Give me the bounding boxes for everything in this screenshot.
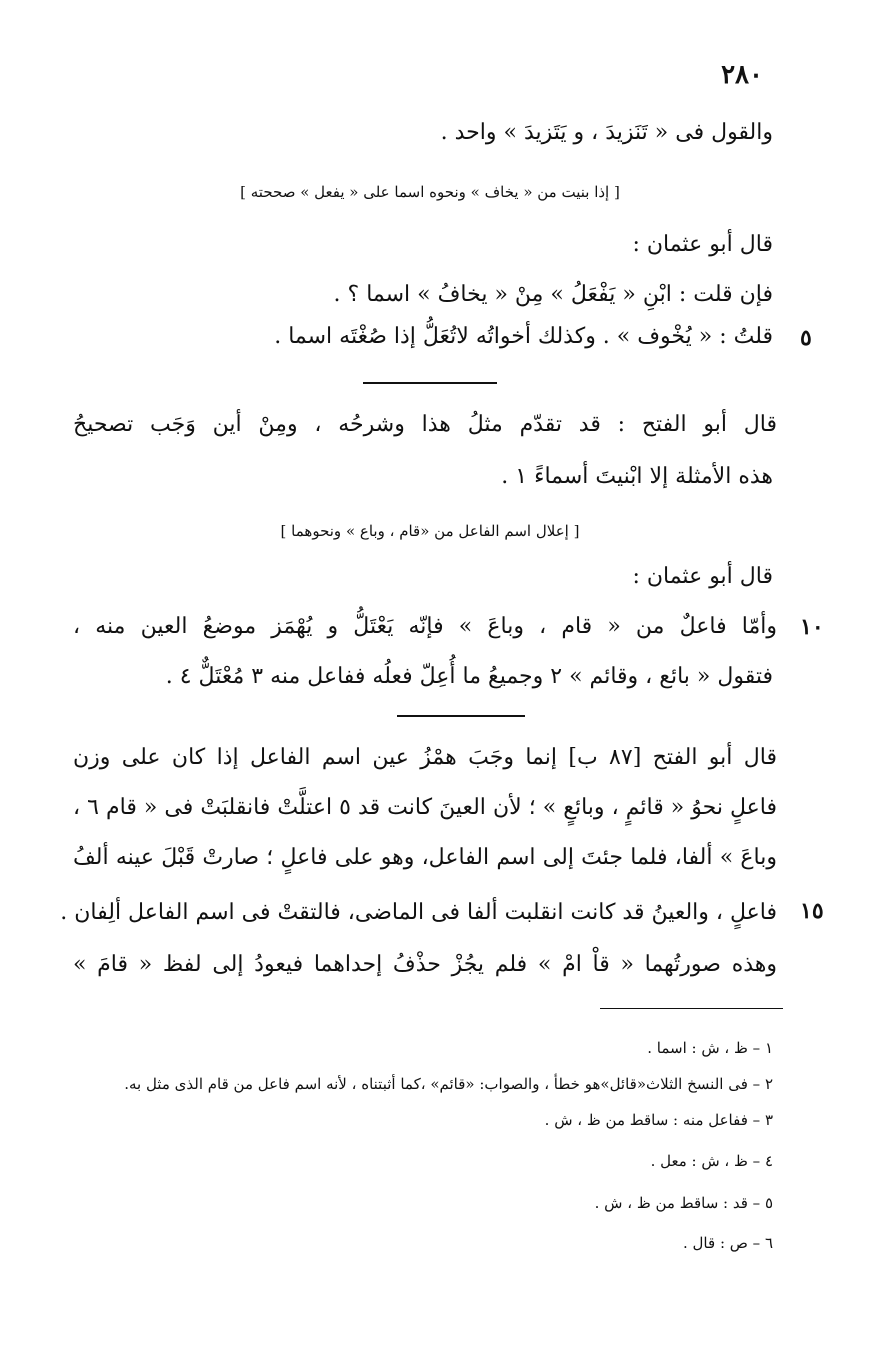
text-line: فاعلٍ نحوُ « قائمٍ ، وبائعٍ » ؛ لأن العينَ كانت قد ٥ اعتلَّتْ فانقلبَتْ فى « قام ٦ ، (73, 795, 778, 820)
footnote: ٢ – فى النسخ الثلاث«قائل»هو خطأ ، والصواب: «قائم» ،كما أثبتناه ، لأنه اسم فاعل من قام الذى مثل به. (124, 1075, 773, 1093)
footnote: ٦ – ص : قال . (683, 1234, 773, 1252)
text-line: وهذه صورتُهما « قاْ امْ » فلم يجُزْ حذْفُ إحداهما فيعودُ إلى لفظ « قامَ » (73, 952, 777, 977)
text-line: قال أبو عثمان : (632, 564, 773, 589)
footnote: ٣ – ففاعل منه : ساقط من ظ ، ش . (544, 1111, 773, 1129)
section-divider (397, 715, 525, 717)
text-line: هذه الأمثلة إلا ابْنيتَ أسماءً ١ . (501, 464, 773, 489)
text-line: وأمّا فاعلٌ من « قام ، وباعَ » فإنّه يَعْتَلُّ و يُهْمَز موضعُ العين منه ، (73, 614, 777, 639)
text-line: قال أبو الفتح [٨٧ ب] إنما وجَبَ همْزُ عين اسم الفاعل إذا كان على وزن (73, 745, 777, 770)
section-heading: [ إذا بنيت من « يخاف » ونحوه اسما على « يفعل » صححته ] (240, 183, 620, 201)
text-line: قلتُ : « يُخْوف » . وكذلك أخواتُه لاتُعَلُّ إذا صُغْتَه اسما . (274, 324, 773, 349)
line-number: ٥ (800, 325, 812, 351)
text-line: فإن قلت : ابْنِ « يَفْعَلُ » مِنْ « يخافُ » اسما ؟ . (333, 282, 773, 307)
footnote-divider (600, 1008, 783, 1009)
footnote: ٥ – قد : ساقط من ظ ، ش . (594, 1194, 773, 1212)
footnote: ٤ – ظ ، ش : معل . (650, 1152, 773, 1170)
text-line: وباعَ » ألفا، فلما جئتَ إلى اسم الفاعل، وهو على فاعلٍ ؛ صارتْ قَبْلَ عينه ألفُ (73, 845, 777, 870)
text-line: قال أبو عثمان : (632, 232, 773, 257)
section-heading: [ إعلال اسم الفاعل من «قام ، وباع » ونحوهما ] (280, 522, 580, 540)
text-line: فتقول « بائع ، وقائم » ٢ وجميعُ ما أُعِلّ فعلُه ففاعل منه ٣ مُعْتَلٌّ ٤ . (165, 664, 773, 689)
text-line: فاعلٍ ، والعينُ قد كانت انقلبت ألفا فى الماضى، فالتقتْ فى اسم الفاعل ألِفان . (60, 900, 777, 925)
text-line: قال أبو الفتح : قد تقدّم مثلُ هذا وشرحُه ، ومِنْ أين وَجَب تصحيحُ (73, 412, 777, 437)
page-number: ٢٨٠ (721, 60, 763, 90)
line-number: ١٥ (800, 898, 824, 924)
footnote: ١ – ظ ، ش : اسما . (647, 1039, 773, 1057)
line-number: ١٠ (800, 614, 824, 640)
text-line: والقول فى « تَنَزيدَ ، و يَتَزيدَ » واحد . (440, 120, 773, 145)
section-divider (363, 382, 497, 384)
